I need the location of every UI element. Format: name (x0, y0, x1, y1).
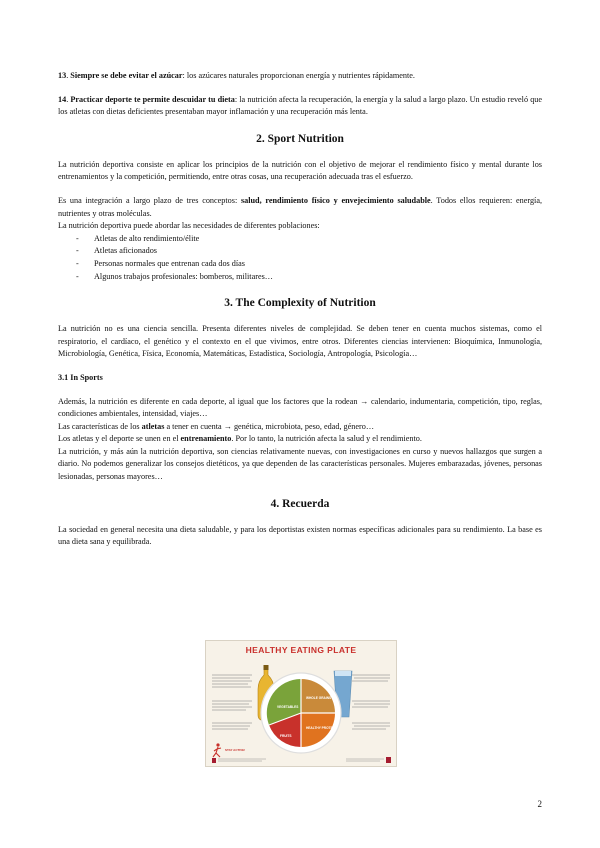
myth-14-number: 14 (58, 94, 67, 104)
healthy-eating-plate-image (205, 640, 397, 767)
fruits-label: FRUITS (280, 734, 292, 738)
myth-14-bold: Practicar deporte te permite descuidar tu dieta (70, 94, 235, 104)
harvard-shield-icon (212, 758, 216, 763)
section-4-paragraph-1: La sociedad en general necesita una dieta saludable, y para los deportistas existen normas específicas adicionales para su rendimiento. La base es una dieta sana y equilibrada. (58, 524, 542, 547)
section-3-1-paragraph-1: Además, la nutrición es diferente en cada deporte, al igual que los factores que la rodean → calendario, indumentaria, competición, tipo, reglas, condiciones ambientales, intensidad, viajes… (58, 396, 542, 419)
list-item: - Algunos trabajos profesionales: bomberos, militares… (58, 271, 542, 284)
training-bold: entrenamiento (180, 434, 232, 444)
section-2-paragraph-1: La nutrición deportiva consiste en aplicar los principios de la nutrición con el objetivo de mejorar el rendimiento físico y mental durante los entrenamientos y la competición, permitiendo, entre otras cosas, una recuperación adecuada tras el esfuerzo. (58, 159, 542, 182)
myth-13-bold: Siempre se debe evitar el azúcar (70, 71, 183, 80)
plate-illustration (206, 641, 396, 766)
section-2-title: 2. Sport Nutrition (256, 132, 344, 145)
myth-13-text: : los azúcares naturales proporcionan energía y nutrientes rápidamente. (182, 71, 415, 80)
healthy-protein-quadrant (301, 713, 335, 747)
myth-14: 14. Practicar deporte te permite descuidar tu dieta: la nutrición afecta la recuperación, la energía y la salud a largo plazo. Un estudio reveló que los atletas con dietas deficientes presentaban mayor inflamación y una recuperación más lenta. (58, 94, 543, 117)
populations-list (58, 233, 542, 283)
stay-active-label: STAY ACTIVE! (225, 748, 246, 752)
myth-14-text: : la nutrición afecta la recuperación, la energía y la salud a largo plazo. Un estudio reveló que los atletas con dietas deficientes presentaban mayor inflamación y una recuperación más lenta. (58, 94, 543, 117)
right-text-lines (352, 675, 390, 729)
section-2-concepts: salud, rendimiento físico y envejecimiento saludable (240, 195, 431, 205)
list-item: - Atletas aficionados (58, 245, 542, 258)
healthy-protein-label: HEALTHY PROTEIN (306, 726, 336, 730)
page-number: 2 (537, 799, 542, 809)
whole-grains-label: WHOLE GRAINS (306, 696, 332, 700)
athletes-bold: atletas (141, 421, 165, 431)
vegetables-label: VEGETABLES (277, 705, 299, 709)
harvard-shield-icon-right (386, 757, 391, 763)
section-3-1-paragraph-4: La nutrición, y más aún la nutrición deportiva, son ciencias relativamente nuevas, con investigaciones en curso y nuevos hallazgos que surgen a diario. No podemos generalizar los consejos dietéticos, ya que dependen de las características personales. Mujeres embarazadas, jóvenes, personas lesionadas, personas mayores… (58, 446, 542, 482)
list-item: - Personas normales que entrenan cada dos días (58, 258, 542, 271)
section-3-1-paragraph-3: Los atletas y el deporte se unen en el entrenamiento. Por lo tanto, la nutrición afecta la salud y el rendimiento. (58, 434, 422, 444)
section-3-paragraph-1: La nutrición no es una ciencia sencilla. Presenta diferentes niveles de complejidad. Se deben tener en cuenta muchos sistemas, como el respiratorio, el cardíaco, el genético y el contexto en el que vivimos, entre otros. Diferentes ciencias intervienen: Bioquímica, Inmunología, Microbiología, Genética, Física, Economía, Matemáticas, Estadística, Sociología, Antropología, Psicología… (58, 324, 542, 359)
myth-13-number: 13 (58, 71, 67, 80)
myth-13: 13. Siempre se debe evitar el azúcar: los azúcares naturales proporcionan energía y nutrientes rápidamente. (58, 71, 415, 80)
section-4-title: 4. Recuerda (270, 497, 330, 510)
section-3-1-title: 3.1 In Sports (58, 372, 103, 382)
section-2-paragraph-3: La nutrición deportiva puede abordar las necesidades de diferentes poblaciones: (58, 221, 320, 231)
list-item: - Atletas de alto rendimiento/élite (58, 233, 542, 246)
running-figure-icon (213, 743, 221, 757)
plate-title: HEALTHY EATING PLATE (245, 645, 357, 655)
section-3-title: 3. The Complexity of Nutrition (224, 297, 376, 310)
page-content (58, 70, 542, 549)
section-2-paragraph-2: Es una integración a largo plazo de tres conceptos: salud, rendimiento físico y envejecimiento saludable. Todos ellos requieren: energía, nutrientes y otras moléculas. (58, 195, 542, 218)
left-text-lines (212, 675, 252, 729)
section-3-1-paragraph-2: Las características de los atletas a tener en cuenta → genética, microbiota, peso, edad, género… (58, 421, 375, 431)
